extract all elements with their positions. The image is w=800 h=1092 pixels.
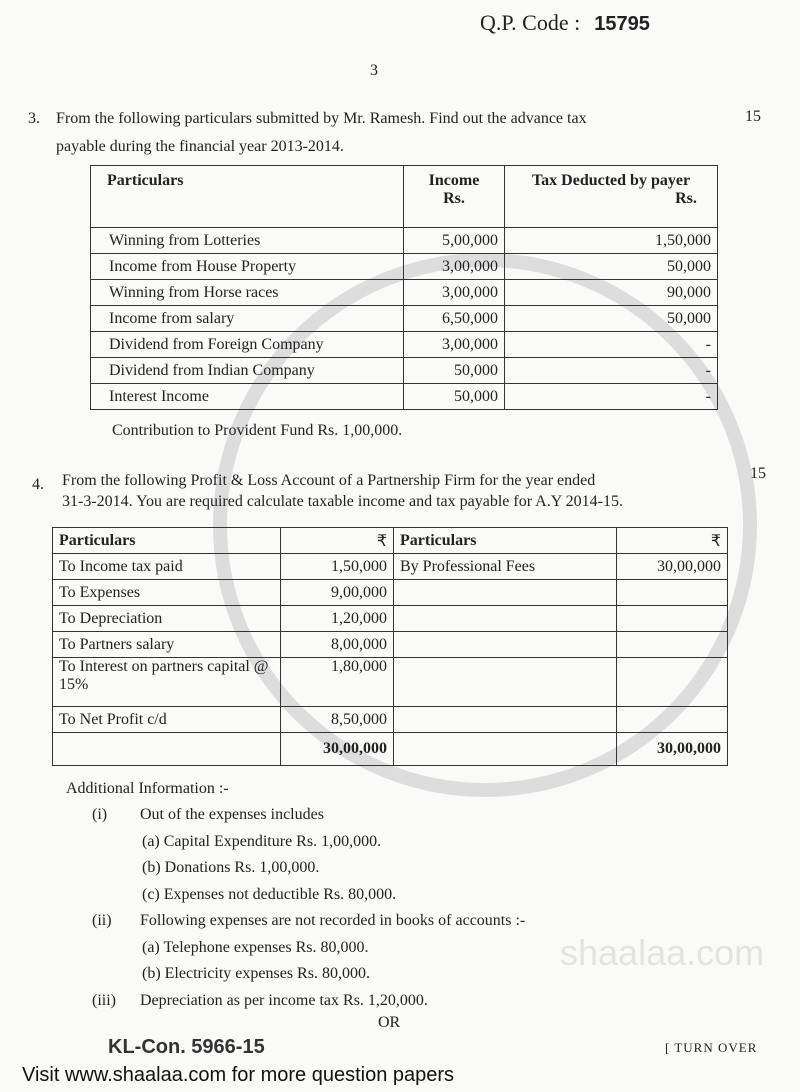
row-particular: Dividend from Foreign Company [91,332,404,358]
credit-amount [617,580,728,606]
header-amount-right: ₹ [617,528,728,554]
q4-text-line1: From the following Profit & Loss Account of a Partnership Firm for the year ended [62,472,596,489]
debit-amount: 9,00,000 [281,580,394,606]
debit-amount: 1,20,000 [281,606,394,632]
header-particulars-left: Particulars [53,528,281,554]
credit-amount [617,658,728,707]
q4-text-line2: 31-3-2014. You are required calculate taxable income and tax payable for A.Y 2014-15. [62,493,623,510]
header-particulars-right: Particulars [394,528,617,554]
credit-particular [394,707,617,733]
paper-code: KL-Con. 5966-15 [108,1036,265,1058]
additional-info-item: (c) Expenses not deductible Rs. 80,000. [142,885,397,903]
q4-number: 4. [32,476,44,493]
q3-text-line1: From the following particulars submitted by Mr. Ramesh. Find out the advance tax [56,110,587,127]
q3-number: 3. [28,110,40,127]
debit-amount: 8,00,000 [281,632,394,658]
turn-over: [ TURN OVER [665,1040,758,1055]
additional-info-item: (b) Electricity expenses Rs. 80,000. [142,965,370,982]
credit-amount: 30,00,000 [617,554,728,580]
row-tds: 50,000 [505,306,718,332]
row-income: 5,00,000 [404,228,505,254]
row-tds: 50,000 [505,254,718,280]
total-left: 30,00,000 [281,733,394,766]
credit-amount [617,707,728,733]
credit-particular [394,658,617,707]
additional-info-item: Out of the expenses includes [140,806,324,823]
credit-particular [394,632,617,658]
row-income: 3,00,000 [404,332,505,358]
table-header [53,528,728,554]
debit-particular: To Income tax paid [53,554,281,580]
table-row [53,658,728,707]
row-particular: Winning from Lotteries [91,228,404,254]
debit-amount: 1,50,000 [281,554,394,580]
table-row [91,358,718,384]
debit-particular: To Depreciation [53,606,281,632]
q4-marks: 15 [750,465,766,482]
table-row [91,332,718,358]
item-number: (iii) [92,991,116,1009]
item-number: (i) [92,806,108,823]
q3-table [90,165,718,410]
table-row [91,306,718,332]
table-row [53,554,728,580]
row-particular: Dividend from Indian Company [91,358,404,384]
qp-code [480,10,650,36]
debit-amount: 1,80,000 [281,658,394,707]
item-number: (ii) [92,912,112,929]
qp-code-value: 15795 [594,13,650,35]
additional-info-item: (b) Donations Rs. 1,00,000. [142,859,320,876]
row-income: 50,000 [404,358,505,384]
visit-link[interactable]: Visit www.shaalaa.com for more question papers [22,1064,455,1086]
watermark-text: shaalaa.com [560,932,765,973]
additional-info-title: Additional Information :- [66,780,229,797]
table-row [53,707,728,733]
row-particular: Interest Income [91,384,404,410]
additional-info-item: (a) Capital Expenditure Rs. 1,00,000. [142,832,382,850]
header-particulars: Particulars [91,166,404,228]
q3-marks: 15 [745,108,761,125]
credit-amount [617,632,728,658]
credit-particular: By Professional Fees [394,554,617,580]
table-row [53,606,728,632]
row-income: 6,50,000 [404,306,505,332]
table-row [91,254,718,280]
or-text: OR [378,1014,401,1031]
row-income: 3,00,000 [404,254,505,280]
credit-amount [617,606,728,632]
table-row [53,632,728,658]
total-right: 30,00,000 [617,733,728,766]
credit-particular [394,606,617,632]
debit-particular: To Partners salary [53,632,281,658]
row-particular: Income from salary [91,306,404,332]
table-row [91,280,718,306]
debit-particular: To Net Profit c/d [53,707,281,733]
debit-particular: To Expenses [53,580,281,606]
row-particular: Winning from Horse races [91,280,404,306]
table-row [91,228,718,254]
row-particular: Income from House Property [91,254,404,280]
debit-particular: To Interest on partners capital @ 15% [53,658,281,707]
header-income: Income [428,172,480,189]
debit-amount: 8,50,000 [281,707,394,733]
header-income-unit: Rs. [443,190,465,207]
row-tds: - [505,384,718,410]
row-income: 3,00,000 [404,280,505,306]
page-number: 3 [370,62,378,79]
table-row [91,384,718,410]
header-amount-left: ₹ [281,528,394,554]
q4-table [52,527,728,766]
total-row [53,733,728,766]
row-income: 50,000 [404,384,505,410]
row-tds: 1,50,000 [505,228,718,254]
table-header [91,166,718,228]
header-tds-unit: Rs. [675,190,697,207]
row-tds: - [505,358,718,384]
row-tds: - [505,332,718,358]
table-row [53,580,728,606]
q3-note: Contribution to Provident Fund Rs. 1,00,000. [112,422,403,439]
q3-text-line2: payable during the financial year 2013-2014. [56,138,344,155]
credit-particular [394,580,617,606]
row-tds: 90,000 [505,280,718,306]
additional-info-item: Following expenses are not recorded in books of accounts :- [140,912,526,929]
qp-label: Q.P. Code : [480,10,581,35]
additional-info-item: (a) Telephone expenses Rs. 80,000. [142,938,369,956]
additional-info-item: Depreciation as per income tax Rs. 1,20,000. [140,991,428,1009]
header-tds: Tax Deducted by payer [531,172,691,189]
